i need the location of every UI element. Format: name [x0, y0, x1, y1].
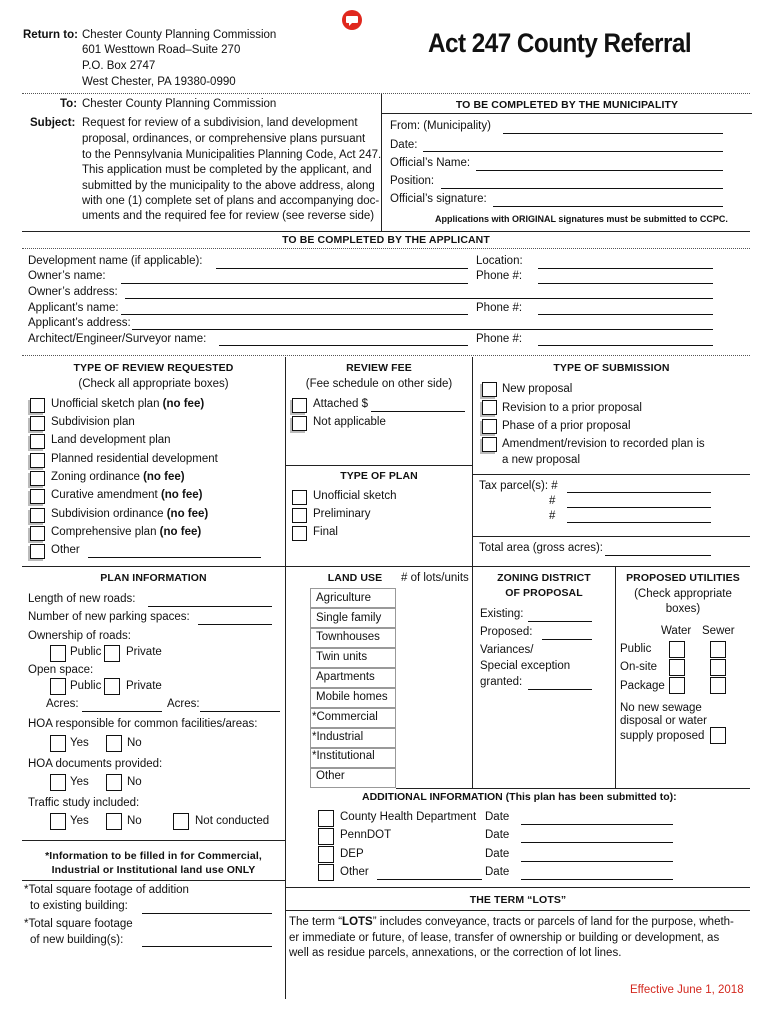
- land-use-label: *Commercial: [312, 711, 378, 723]
- fee-amount-field[interactable]: [371, 411, 465, 412]
- subject-label: Subject:: [30, 117, 76, 129]
- review-option-label: Other: [51, 544, 80, 556]
- municipality-from-field[interactable]: [503, 133, 723, 134]
- parking-label: Number of new parking spaces:: [28, 611, 190, 623]
- official-name-label: Official’s Name:: [390, 157, 471, 169]
- applicant-phone-label: Phone #:: [476, 302, 523, 314]
- plan-type-label: Preliminary: [313, 508, 371, 520]
- subject-line: to the Pennsylvania Municipalities Planning Code, Act 247.: [82, 149, 382, 161]
- open-space-public-label: Public: [70, 680, 102, 692]
- municipality-date-field[interactable]: [423, 151, 723, 152]
- acres-private-label: Acres:: [167, 698, 200, 710]
- divider: [381, 94, 382, 231]
- divider: [22, 880, 285, 881]
- acres-public-field[interactable]: [82, 711, 162, 712]
- submission-option-label: New proposal: [502, 383, 573, 395]
- position-field[interactable]: [441, 188, 723, 189]
- review-checkbox-subdivision-plan[interactable]: [30, 416, 45, 431]
- dep-checkbox[interactable]: [318, 846, 334, 863]
- fee-attached-checkbox[interactable]: [292, 398, 307, 413]
- submission-type-heading: TYPE OF SUBMISSION: [553, 362, 670, 374]
- divider: [615, 567, 616, 789]
- package-water-checkbox[interactable]: [669, 677, 685, 694]
- tax-parcel-hash: #: [549, 510, 556, 522]
- divider: [22, 231, 750, 232]
- review-option-label: Unofficial sketch plan (no fee): [51, 398, 205, 410]
- plan-info-heading: PLAN INFORMATION: [100, 572, 207, 584]
- no-label: No: [127, 776, 142, 788]
- plan-type-heading: TYPE OF PLAN: [340, 470, 418, 482]
- divider: [22, 840, 285, 841]
- onsite-sewer-checkbox[interactable]: [710, 659, 726, 676]
- submission-new-checkbox[interactable]: [482, 382, 497, 397]
- land-use-label: *Institutional: [312, 750, 375, 762]
- development-name-field[interactable]: [216, 268, 468, 269]
- architect-name-label: Architect/Engineer/Surveyor name:: [28, 333, 207, 345]
- hoa-responsible-no-checkbox[interactable]: [106, 735, 122, 752]
- traffic-yes-checkbox[interactable]: [50, 813, 66, 830]
- tax-parcel-field[interactable]: [567, 492, 711, 493]
- tax-parcel-field[interactable]: [567, 522, 711, 523]
- divider: [286, 910, 750, 911]
- owner-name-field[interactable]: [121, 283, 468, 284]
- open-space-label: Open space:: [28, 664, 94, 676]
- lots-units-heading: # of lots/units: [401, 572, 469, 584]
- roads-private-label: Private: [126, 646, 162, 658]
- utilities-subheading: (Check appropriate: [634, 588, 732, 600]
- agency-label: Other: [340, 866, 369, 878]
- municipality-heading: TO BE COMPLETED BY THE MUNICIPALITY: [455, 99, 679, 111]
- plan-type-unofficial-checkbox[interactable]: [292, 490, 307, 505]
- review-option-label: Planned residential development: [51, 453, 218, 465]
- location-field[interactable]: [538, 268, 713, 269]
- divider: [382, 113, 752, 114]
- additional-info-heading: ADDITIONAL INFORMATION (This plan has been submitted to):: [362, 791, 677, 803]
- roads-public-label: Public: [70, 646, 102, 658]
- owner-address-field[interactable]: [125, 298, 713, 299]
- other-agency-checkbox[interactable]: [318, 864, 334, 881]
- review-checkbox-other[interactable]: [30, 544, 45, 559]
- variances-label: granted:: [480, 676, 523, 688]
- review-checkbox-curative-amendment[interactable]: [30, 489, 45, 504]
- lots-term-heading: THE TERM “LOTS”: [469, 894, 567, 906]
- divider: [473, 536, 750, 537]
- land-use-label: Agriculture: [316, 592, 371, 604]
- review-checkbox-land-development[interactable]: [30, 434, 45, 449]
- review-fee-subheading: (Fee schedule on other side): [305, 378, 453, 390]
- divider: [22, 355, 750, 356]
- parking-field[interactable]: [198, 624, 272, 625]
- hoa-docs-no-checkbox[interactable]: [106, 774, 122, 791]
- municipality-from-label: From: (Municipality): [390, 120, 491, 132]
- return-address-line: 601 Westtown Road–Suite 270: [82, 44, 241, 56]
- subject-line: uments and the required fee for review (see reverse side): [82, 210, 375, 222]
- zoning-existing-field[interactable]: [528, 621, 592, 622]
- zoning-heading: OF PROPOSAL: [505, 587, 583, 599]
- applicant-phone-field[interactable]: [538, 314, 713, 315]
- package-sewer-checkbox[interactable]: [710, 677, 726, 694]
- plan-type-preliminary-checkbox[interactable]: [292, 508, 307, 523]
- lots-term-text: The term “LOTS” includes conveyance, tracts or parcels of land for the purpose, wheth-: [289, 916, 734, 928]
- form-title: Act 247 County Referral: [428, 28, 692, 58]
- return-address-line: P.O. Box 2747: [82, 60, 156, 72]
- total-area-label: Total area (gross acres):: [479, 542, 603, 554]
- roads-private-checkbox[interactable]: [104, 645, 120, 662]
- land-use-label: Townhouses: [316, 631, 380, 643]
- onsite-water-checkbox[interactable]: [669, 659, 685, 676]
- divider: [286, 887, 750, 888]
- review-option-label: Curative amendment (no fee): [51, 489, 203, 501]
- date-label: Date: [485, 866, 510, 878]
- land-use-label: Mobile homes: [316, 691, 388, 703]
- yes-label: Yes: [70, 737, 89, 749]
- subject-line: submitted by the municipality to the above address, along: [82, 180, 375, 192]
- effective-date: Effective June 1, 2018: [630, 984, 744, 996]
- commercial-info-note: Industrial or Institutional land use ONLY: [51, 864, 256, 876]
- divider: [22, 566, 750, 567]
- divider: [473, 474, 750, 475]
- acres-private-field[interactable]: [200, 711, 280, 712]
- length-roads-label: Length of new roads:: [28, 593, 136, 605]
- review-checkbox-comprehensive-plan[interactable]: [30, 526, 45, 541]
- divider: [396, 788, 750, 789]
- agency-label: County Health Department: [340, 811, 477, 823]
- applicant-name-field[interactable]: [121, 314, 468, 315]
- architect-phone-label: Phone #:: [476, 333, 523, 345]
- lots-term-text: er immediate or future, of lease, transfer of ownership or building or development, as: [289, 932, 720, 944]
- fee-not-applicable-checkbox[interactable]: [292, 416, 307, 431]
- divider: [472, 567, 473, 789]
- other-agency-field[interactable]: [377, 879, 482, 880]
- owner-name-label: Owner’s name:: [28, 270, 106, 282]
- total-area-field[interactable]: [605, 555, 711, 556]
- sqft-new-label: *Total square footage: [24, 918, 133, 930]
- land-use-label: Twin units: [316, 651, 368, 663]
- location-label: Location:: [476, 255, 523, 267]
- no-label: No: [127, 737, 142, 749]
- review-option-label: Land development plan: [51, 434, 171, 446]
- utilities-subheading: boxes): [665, 603, 701, 615]
- land-use-label: *Industrial: [312, 731, 364, 743]
- health-dept-checkbox[interactable]: [318, 810, 334, 827]
- applicant-address-field[interactable]: [132, 329, 713, 330]
- to-value: Chester County Planning Commission: [82, 98, 277, 110]
- submission-phase-checkbox[interactable]: [482, 419, 497, 434]
- submission-option-label: a new proposal: [502, 454, 580, 466]
- lots-term-text: well as residue parcels, annexations, or the correction of lot lines.: [289, 947, 622, 959]
- owner-address-label: Owner’s address:: [28, 286, 118, 298]
- sqft-addition-label: to existing building:: [30, 900, 128, 912]
- yes-label: Yes: [70, 776, 89, 788]
- variances-field[interactable]: [528, 689, 592, 690]
- review-type-heading: TYPE OF REVIEW REQUESTED: [73, 362, 234, 374]
- land-use-label: Apartments: [316, 671, 375, 683]
- roads-public-checkbox[interactable]: [50, 645, 66, 662]
- review-option-label: Comprehensive plan (no fee): [51, 526, 202, 538]
- traffic-not-conducted-checkbox[interactable]: [173, 813, 189, 830]
- hoa-docs-label: HOA documents provided:: [28, 758, 163, 770]
- sqft-addition-field[interactable]: [142, 913, 272, 914]
- position-label: Position:: [390, 175, 435, 187]
- open-space-public-checkbox[interactable]: [50, 678, 66, 695]
- date-label: Date: [485, 848, 510, 860]
- health-dept-date-field[interactable]: [521, 824, 673, 825]
- architect-phone-field[interactable]: [538, 345, 713, 346]
- municipality-date-label: Date:: [390, 139, 418, 151]
- submission-option-label: Phase of a prior proposal: [502, 420, 631, 432]
- variances-label: Variances/: [480, 644, 534, 656]
- submission-amendment-checkbox[interactable]: [482, 437, 497, 452]
- review-option-label: Subdivision plan: [51, 416, 135, 428]
- public-water-checkbox[interactable]: [669, 641, 685, 658]
- official-name-field[interactable]: [476, 170, 723, 171]
- review-type-subheading: (Check all appropriate boxes): [78, 378, 229, 390]
- zoning-proposed-label: Proposed:: [480, 626, 533, 638]
- utility-row-label: Public: [620, 643, 652, 655]
- review-checkbox-unofficial-sketch[interactable]: [30, 398, 45, 413]
- fee-not-applicable-label: Not applicable: [313, 416, 386, 428]
- review-checkbox-zoning-ordinance[interactable]: [30, 471, 45, 486]
- zoning-existing-label: Existing:: [480, 608, 524, 620]
- owner-phone-label: Phone #:: [476, 270, 523, 282]
- return-address-line: West Chester, PA 19380-0990: [82, 76, 236, 88]
- applicant-address-label: Applicant’s address:: [28, 317, 131, 329]
- review-checkbox-subdivision-ordinance[interactable]: [30, 508, 45, 523]
- official-signature-label: Official’s signature:: [390, 193, 487, 205]
- applicant-name-label: Applicant’s name:: [28, 302, 119, 314]
- fee-attached-label: Attached $: [313, 398, 368, 410]
- no-new-sewage-checkbox[interactable]: [710, 727, 726, 744]
- return-label: Return to:: [23, 29, 78, 41]
- agency-label: PennDOT: [340, 829, 392, 841]
- submission-option-label: Revision to a prior proposal: [502, 402, 642, 414]
- acres-public-label: Acres:: [46, 698, 79, 710]
- traffic-no-checkbox[interactable]: [106, 813, 122, 830]
- subject-line: proposal, ordinances, or comprehensive plans pursuant: [82, 133, 366, 145]
- sqft-addition-label: *Total square footage of addition: [24, 884, 189, 896]
- zoning-heading: ZONING DISTRICT: [497, 572, 591, 584]
- other-agency-date-field[interactable]: [521, 879, 673, 880]
- architect-name-field[interactable]: [219, 345, 468, 346]
- no-new-sewage-label: No new sewage: [620, 702, 702, 714]
- tax-parcel-label: Tax parcel(s): #: [479, 480, 558, 492]
- tax-parcel-field[interactable]: [567, 507, 711, 508]
- land-use-heading: LAND USE: [327, 572, 383, 584]
- plan-type-final-checkbox[interactable]: [292, 526, 307, 541]
- divider: [285, 567, 286, 999]
- hoa-responsible-yes-checkbox[interactable]: [50, 735, 66, 752]
- divider: [22, 248, 750, 249]
- agency-label: DEP: [340, 848, 364, 860]
- official-signature-field[interactable]: [493, 206, 723, 207]
- not-conducted-label: Not conducted: [195, 815, 270, 827]
- divider: [472, 357, 473, 566]
- open-space-private-label: Private: [126, 680, 162, 692]
- plan-type-label: Unofficial sketch: [313, 490, 397, 502]
- penndot-checkbox[interactable]: [318, 828, 334, 845]
- date-label: Date: [485, 829, 510, 841]
- land-use-label: Other: [316, 770, 345, 782]
- divider: [22, 93, 750, 94]
- land-use-label: Single family: [316, 612, 382, 624]
- no-new-sewage-label: supply proposed: [620, 730, 705, 742]
- penndot-date-field[interactable]: [521, 842, 673, 843]
- water-column-label: Water: [661, 625, 692, 637]
- public-sewer-checkbox[interactable]: [710, 641, 726, 658]
- traffic-study-label: Traffic study included:: [28, 797, 140, 809]
- hoa-docs-yes-checkbox[interactable]: [50, 774, 66, 791]
- utility-row-label: Package: [620, 680, 665, 692]
- review-option-label: Zoning ordinance (no fee): [51, 471, 185, 483]
- sqft-new-label: of new building(s):: [30, 934, 124, 946]
- development-name-label: Development name (if applicable):: [28, 255, 203, 267]
- subject-line: with one (1) complete set of plans and accompanying doc-: [82, 195, 380, 207]
- review-fee-heading: REVIEW FEE: [346, 362, 412, 374]
- to-label: To:: [60, 98, 78, 110]
- review-other-field[interactable]: [88, 557, 261, 558]
- sqft-new-field[interactable]: [142, 946, 272, 947]
- utility-row-label: On-site: [620, 661, 658, 673]
- utilities-heading: PROPOSED UTILITIES: [626, 572, 740, 584]
- original-signature-note: Applications with ORIGINAL signatures must be submitted to CCPC.: [435, 214, 728, 224]
- commercial-info-note: *Information to be filled in for Commercial,: [45, 850, 262, 862]
- date-label: Date: [485, 811, 510, 823]
- no-label: No: [127, 815, 142, 827]
- length-roads-field[interactable]: [148, 606, 272, 607]
- sewer-column-label: Sewer: [702, 625, 735, 637]
- subject-line: Request for review of a subdivision, land development: [82, 117, 358, 129]
- no-new-sewage-label: disposal or water: [620, 715, 707, 727]
- owner-phone-field[interactable]: [538, 283, 713, 284]
- review-checkbox-planned-residential[interactable]: [30, 453, 45, 468]
- hoa-responsible-label: HOA responsible for common facilities/areas:: [28, 718, 258, 730]
- applicant-heading: TO BE COMPLETED BY THE APPLICANT: [282, 234, 490, 246]
- review-option-label: Subdivision ordinance (no fee): [51, 508, 209, 520]
- subject-line: This application must be completed by the applicant, and: [82, 164, 372, 176]
- variances-label: Special exception: [480, 660, 571, 672]
- submission-revision-checkbox[interactable]: [482, 400, 497, 415]
- plan-type-label: Final: [313, 526, 338, 538]
- zoning-proposed-field[interactable]: [542, 639, 592, 640]
- tax-parcel-hash: #: [549, 495, 556, 507]
- return-address-line: Chester County Planning Commission: [82, 29, 277, 41]
- dep-date-field[interactable]: [521, 861, 673, 862]
- ownership-roads-label: Ownership of roads:: [28, 630, 131, 642]
- comment-icon[interactable]: [342, 10, 362, 30]
- yes-label: Yes: [70, 815, 89, 827]
- open-space-private-checkbox[interactable]: [104, 678, 120, 695]
- submission-option-label: Amendment/revision to recorded plan is: [502, 438, 705, 450]
- divider: [286, 465, 472, 466]
